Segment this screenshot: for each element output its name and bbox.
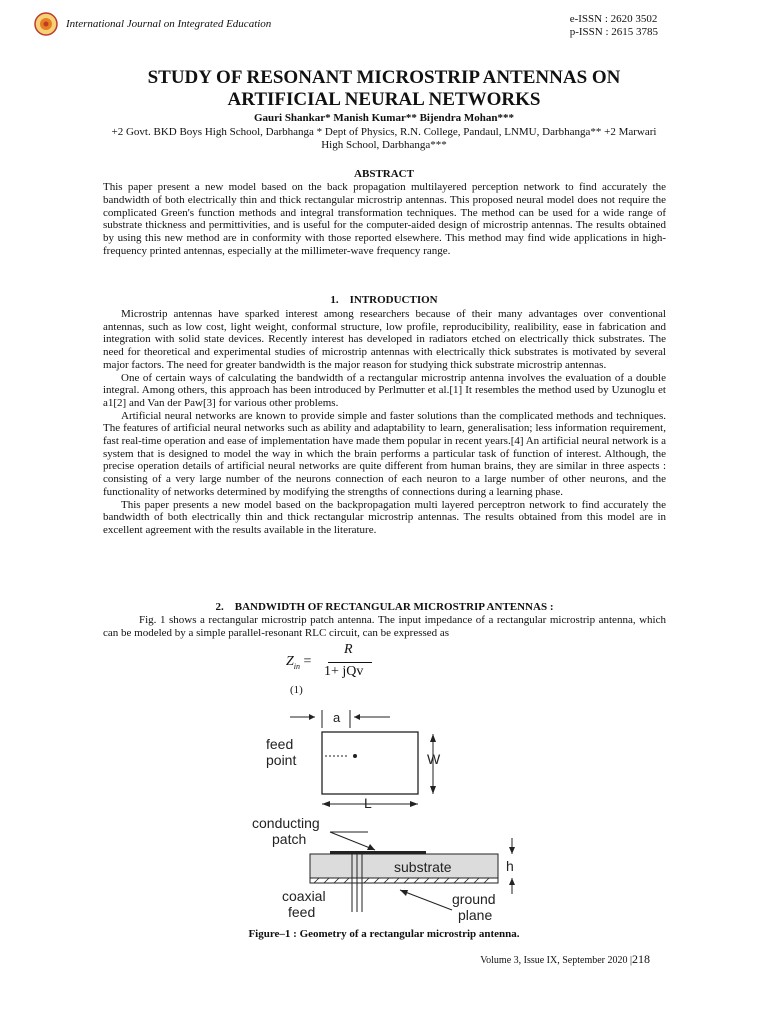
paragraph: This paper presents a new model based on the backpropagation multi layered perceptron network to find accurately the bandwidth of both electrically thin and thick rectangular microstrip antennas. The results obtained from this model are in excellent agreement with the results available in the literature.	[103, 498, 666, 536]
paragraph: Artificial neural networks are known to provide simple and faster solutions than the complicated methods and techniques. The features of artificial neural networks such as ability and adaptability to learn, generalisation; less information requirement, fast real-time operation and ease of implementation have made them popular in recent years.[4] An artificial neural network is a system that is designed to model the way in which the brain performs a particular task of function of interest. Although, the precise operation details of artificial neural networks are quite different from human brains, they are similar in three aspects : consisting of a very large number of the neurons connection of each neuron to a large number of other neurons, and the functionality of networks determined by modifying the strengths of connections during a learning phase.	[103, 409, 666, 498]
volume-info: Volume 3, Issue IX, September 2020 |	[480, 955, 632, 966]
equation-equals: =	[303, 654, 312, 669]
fraction-bar	[328, 662, 372, 663]
label-conducting: conducting	[252, 815, 320, 831]
label-h: h	[506, 858, 514, 874]
paragraph: One of certain ways of calculating the bandwidth of a rectangular microstrip antenna involves the evaluation of a double integral. Among others, this approach has been introduced by Perlmutter et al.[1] It resembles the method used by Uzunoglu et a1[2] and Van der Paw[3] for various other problems.	[103, 371, 666, 409]
journal-logo	[34, 12, 58, 36]
abstract-heading: ABSTRACT	[354, 168, 414, 180]
figure-caption: Figure–1 : Geometry of a rectangular microstrip antenna.	[248, 928, 520, 940]
title-line-2: ARTIFICIAL NEURAL NETWORKS	[227, 89, 541, 110]
title-line-1: STUDY OF RESONANT MICROSTRIP ANTENNAS ON	[147, 67, 621, 88]
label-a: a	[333, 710, 341, 725]
arrowhead	[430, 734, 436, 742]
section-1-body	[103, 308, 666, 537]
equation-lhs: $Z_{in}$ =	[286, 654, 312, 671]
label-w: W	[427, 751, 441, 767]
arrowhead	[509, 847, 515, 854]
label-substrate: substrate	[394, 859, 452, 875]
label-point: point	[266, 752, 297, 768]
paragraph: Microstrip antennas have sparked interest among researchers because of their many advantages over conventional antennas, such as low cost, light weight, conformal structure, low profile, reproducibility, realibility, ease in fabrication and integration with solid state devices. Recently interest has developed in radiators etched on electrically thick substrates. The need for theoretical and experimental studies of microstrip antennas with electrically thick substrates is motivated by several major factors. The need for greater bandwidth is the major reason for studying thick substrate microstrip antennas.	[103, 308, 666, 371]
label-feed: feed	[266, 736, 294, 752]
arrowhead	[410, 801, 418, 807]
arrowhead	[354, 714, 360, 720]
equation-number: (1)	[290, 684, 303, 696]
page-number: 218	[632, 952, 650, 966]
label-patch: patch	[272, 831, 307, 847]
label-ground: ground	[452, 891, 496, 907]
label-l: L	[364, 795, 372, 811]
journal-name: International Journal on Integrated Education	[66, 18, 272, 30]
eissn: e-ISSN : 2620 3502	[569, 13, 658, 25]
section-1-heading: 1. INTRODUCTION	[330, 294, 438, 306]
ground-leader	[400, 890, 452, 910]
equation-denominator: 1+ jQv	[324, 664, 364, 679]
label-coaxial: coaxial	[282, 888, 326, 904]
equation-numerator: R	[344, 642, 353, 657]
arrowhead	[400, 890, 408, 896]
abstract-text: This paper present a new model based on the back propagation multilayered perception network to find accurately the bandwidth of both electrically thin and thick rectangular microstrip antennas. This proposed neural model does not require the complicated Green's function methods and integral transformation techniques. The method can be used for a wide range of substrate thickness and permittivities, and is useful for the computer-aided design of microstrip antennas. The results obtained by using this new method are in conformity with those reported elsewhere. This method may find wide applications in high-frequency printed antennas, especially at the millimeter-wave frequency range.	[103, 181, 666, 257]
issn-block	[570, 13, 658, 39]
feed-point-dot	[353, 754, 357, 758]
arrowhead	[430, 786, 436, 794]
affiliation: +2 Govt. BKD Boys High School, Darbhanga * Dept of Physics, R.N. College, Pandaul, LNMU, Darbhanga** +2 Marwari High School, Darbhanga***	[111, 126, 657, 151]
patch-top-view	[322, 732, 418, 794]
authors: Gauri Shankar* Manish Kumar** Bijendra Mohan***	[253, 112, 515, 124]
antenna-figure	[230, 704, 530, 926]
arrowhead	[309, 714, 315, 720]
equation-lhs-subscript: in	[293, 661, 301, 671]
section-2-heading: 2. BANDWIDTH OF RECTANGULAR MICROSTRIP ANTENNAS :	[215, 601, 554, 613]
patch-leader	[330, 832, 375, 850]
label-plane: plane	[458, 907, 493, 923]
impedance-equation	[286, 642, 386, 682]
conducting-patch	[330, 851, 426, 854]
section-2-text: Fig. 1 shows a rectangular microstrip patch antenna. The input impedance of a rectangular microstrip antenna, which can be modeled by a simple parallel-resonant RLC circuit, can be expressed as	[103, 614, 666, 639]
arrowhead	[509, 878, 515, 885]
page-footer	[480, 952, 650, 967]
label-feed-2: feed	[288, 904, 316, 920]
paper-title	[60, 67, 708, 111]
pissn: p-ISSN : 2615 3785	[569, 26, 658, 38]
arrowhead	[322, 801, 330, 807]
